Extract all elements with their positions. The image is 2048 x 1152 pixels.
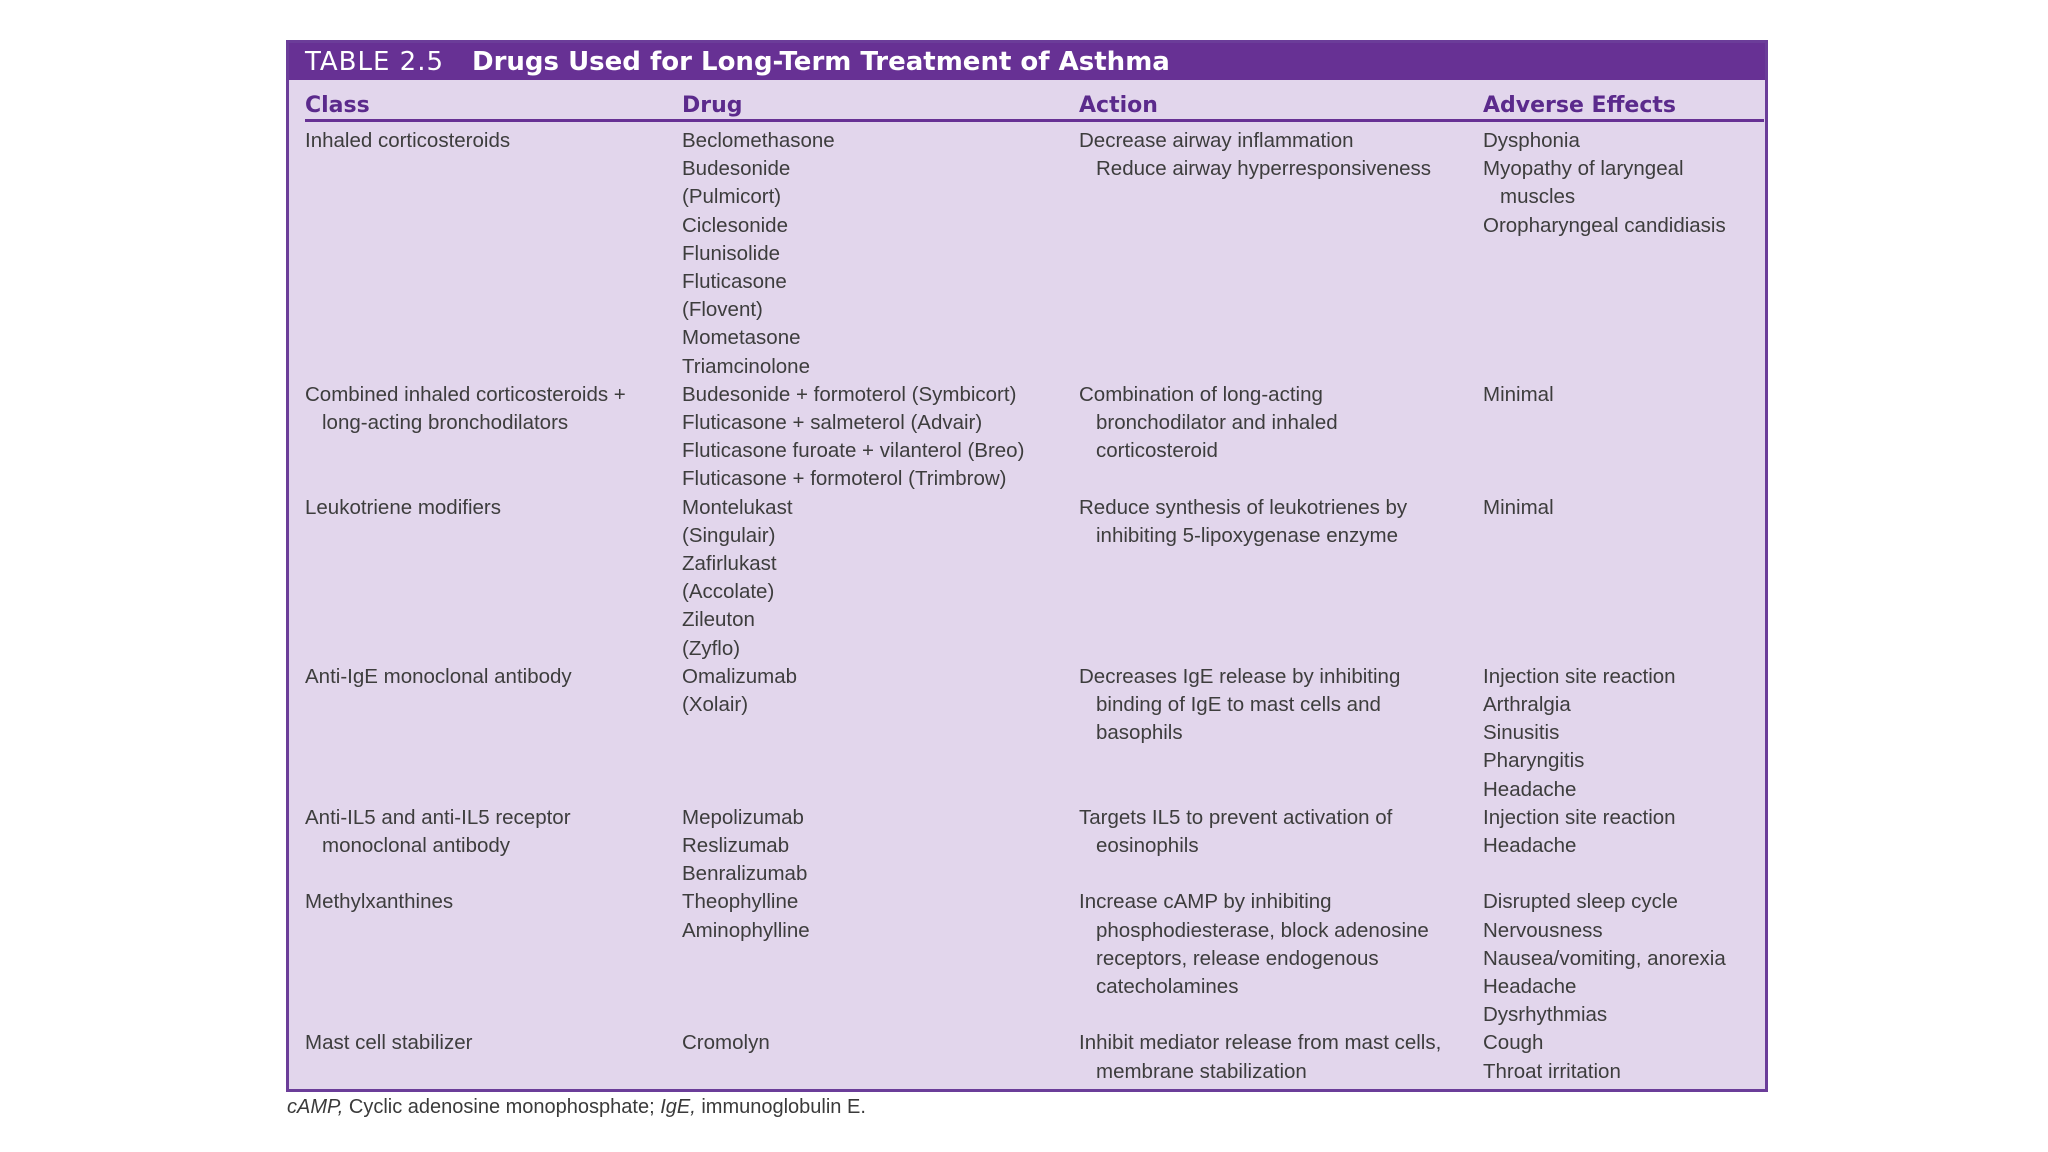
cell-line: Fluticasone + formoterol (Trimbrow) (682, 467, 1007, 491)
cell-line: Headache (1483, 777, 1577, 801)
cell-line: Dysrhythmias (1483, 1003, 1608, 1027)
cell-action (1079, 663, 1400, 748)
table-title-bar (289, 43, 1765, 80)
cell-line: monoclonal antibody (322, 834, 511, 857)
cell-line: (Zyflo) (682, 636, 741, 660)
cell-line: Cromolyn (682, 1031, 770, 1055)
cell-line: Budesonide (682, 157, 791, 181)
table-title: Drugs Used for Long-Term Treatment of Asthma (472, 46, 1170, 77)
cell-line: Decrease airway inflammation (1079, 129, 1354, 152)
cell-line: Headache (1483, 834, 1577, 857)
cell-action (1079, 127, 1431, 183)
header-divider (305, 119, 1764, 122)
cell-line: Minimal (1483, 382, 1554, 406)
cell-line: catecholamines (1096, 975, 1239, 998)
cell-line: Combination of long-acting (1079, 382, 1323, 406)
cell-line: Fluticasone (682, 270, 787, 294)
cell-line: Arthralgia (1483, 693, 1571, 716)
cell-class (305, 127, 510, 155)
table-footnote (287, 1096, 866, 1119)
cell-line: Zafirlukast (682, 552, 777, 575)
cell-line: basophils (1096, 721, 1183, 745)
cell-line: Anti-IL5 and anti-IL5 receptor (305, 805, 571, 829)
footnote-abbreviation-ige: IgE, (660, 1096, 696, 1118)
cell-line: (Pulmicort) (682, 185, 782, 209)
cell-class (305, 804, 571, 860)
cell-line: Fluticasone + salmeterol (Advair) (682, 411, 983, 434)
cell-line: Aminophylline (682, 918, 810, 942)
cell-drugs (682, 381, 1024, 494)
cell-line: Headache (1483, 975, 1577, 998)
cell-line: Increase cAMP by inhibiting (1079, 890, 1332, 914)
footnote-definition-ige: immunoglobulin E. (695, 1096, 866, 1118)
cell-line: bronchodilator and inhaled (1096, 411, 1338, 434)
cell-line: Mast cell stabilizer (305, 1031, 473, 1055)
cell-drugs (682, 1029, 770, 1057)
cell-line: Budesonide + formoterol (Symbicort) (682, 382, 1017, 406)
cell-line: Montelukast (682, 495, 793, 519)
footnote-abbreviation-camp: cAMP, (287, 1096, 344, 1118)
cell-adverse (1483, 888, 1726, 1029)
cell-line: Cough (1483, 1031, 1544, 1055)
cell-line: Anti-IgE monoclonal antibody (305, 664, 572, 688)
cell-line: Minimal (1483, 495, 1554, 519)
table-number: TABLE 2.5 (305, 46, 445, 77)
cell-line: (Accolate) (682, 580, 775, 604)
cell-line: Inhaled corticosteroids (305, 129, 511, 152)
column-header-class: Class (305, 93, 370, 118)
cell-line: receptors, release endogenous (1096, 946, 1379, 970)
column-header-action: Action (1079, 93, 1158, 118)
cell-class (305, 1029, 472, 1057)
cell-action (1079, 381, 1338, 466)
cell-line: binding of IgE to mast cells and (1096, 693, 1381, 716)
cell-line: Methylxanthines (305, 890, 454, 914)
cell-adverse (1483, 127, 1726, 240)
cell-line: Benralizumab (682, 862, 808, 886)
cell-class (305, 888, 453, 916)
cell-line: Throat irritation (1483, 1059, 1621, 1083)
cell-line: Oropharyngeal candidiasis (1483, 213, 1726, 237)
cell-line: Targets IL5 to prevent activation of (1079, 805, 1393, 829)
cell-line: (Xolair) (682, 693, 749, 716)
cell-line: Inhibit mediator release from mast cells, (1079, 1031, 1442, 1055)
cell-class (305, 663, 572, 691)
cell-adverse (1483, 494, 1554, 522)
cell-class (305, 381, 626, 437)
cell-line: Mepolizumab (682, 805, 804, 829)
cell-line: Reduce airway hyperresponsiveness (1096, 157, 1432, 181)
cell-line: Fluticasone furoate + vilanterol (Breo) (682, 439, 1025, 463)
cell-line: Reslizumab (682, 834, 790, 857)
column-header-adverse-effects: Adverse Effects (1483, 93, 1676, 118)
cell-line: Leukotriene modifiers (305, 495, 501, 519)
cell-class (305, 494, 501, 522)
cell-line: phosphodiesterase, block adenosine (1096, 918, 1429, 942)
cell-line: Omalizumab (682, 664, 798, 688)
cell-line: Triamcinolone (682, 354, 810, 378)
cell-line: Injection site reaction (1483, 805, 1676, 829)
cell-line: Ciclesonide (682, 213, 788, 237)
cell-adverse (1483, 804, 1676, 860)
cell-line: (Flovent) (682, 298, 763, 322)
cell-action (1079, 888, 1429, 1001)
cell-line: Flunisolide (682, 241, 780, 265)
cell-line: Beclomethasone (682, 129, 835, 152)
column-header-drug: Drug (682, 93, 743, 118)
cell-drugs (682, 127, 835, 381)
cell-line: Combined inhaled corticosteroids + (305, 382, 626, 406)
cell-line: Mometasone (682, 326, 801, 350)
cell-line: Decreases IgE release by inhibiting (1079, 664, 1401, 688)
cell-adverse (1483, 381, 1554, 409)
cell-drugs (682, 494, 793, 663)
cell-line: Nausea/vomiting, anorexia (1483, 946, 1726, 970)
cell-adverse (1483, 663, 1676, 804)
cell-action (1079, 1029, 1441, 1085)
cell-line: Myopathy of laryngeal (1483, 157, 1684, 181)
cell-line: (Singulair) (682, 523, 776, 547)
cell-drugs (682, 663, 797, 719)
cell-line: muscles (1500, 185, 1576, 209)
cell-line: corticosteroid (1096, 439, 1218, 463)
cell-line: long-acting bronchodilators (322, 411, 569, 434)
footnote-definition-camp: Cyclic adenosine monophosphate; (343, 1096, 661, 1118)
cell-line: membrane stabilization (1096, 1059, 1307, 1083)
cell-drugs (682, 804, 807, 889)
cell-line: Reduce synthesis of leukotrienes by (1079, 495, 1408, 519)
cell-line: Sinusitis (1483, 721, 1560, 745)
cell-line: inhibiting 5-lipoxygenase enzyme (1096, 523, 1398, 547)
cell-adverse (1483, 1029, 1621, 1085)
cell-line: Nervousness (1483, 918, 1603, 942)
cell-line: Zileuton (682, 608, 755, 632)
cell-action (1079, 494, 1407, 550)
drug-table (286, 40, 1768, 1092)
cell-action (1079, 804, 1392, 860)
cell-drugs (682, 888, 810, 944)
cell-line: Pharyngitis (1483, 749, 1585, 773)
cell-line: Theophylline (682, 890, 799, 914)
cell-line: Injection site reaction (1483, 664, 1676, 688)
cell-line: eosinophils (1096, 834, 1199, 857)
cell-line: Dysphonia (1483, 129, 1580, 152)
cell-line: Disrupted sleep cycle (1483, 890, 1678, 914)
